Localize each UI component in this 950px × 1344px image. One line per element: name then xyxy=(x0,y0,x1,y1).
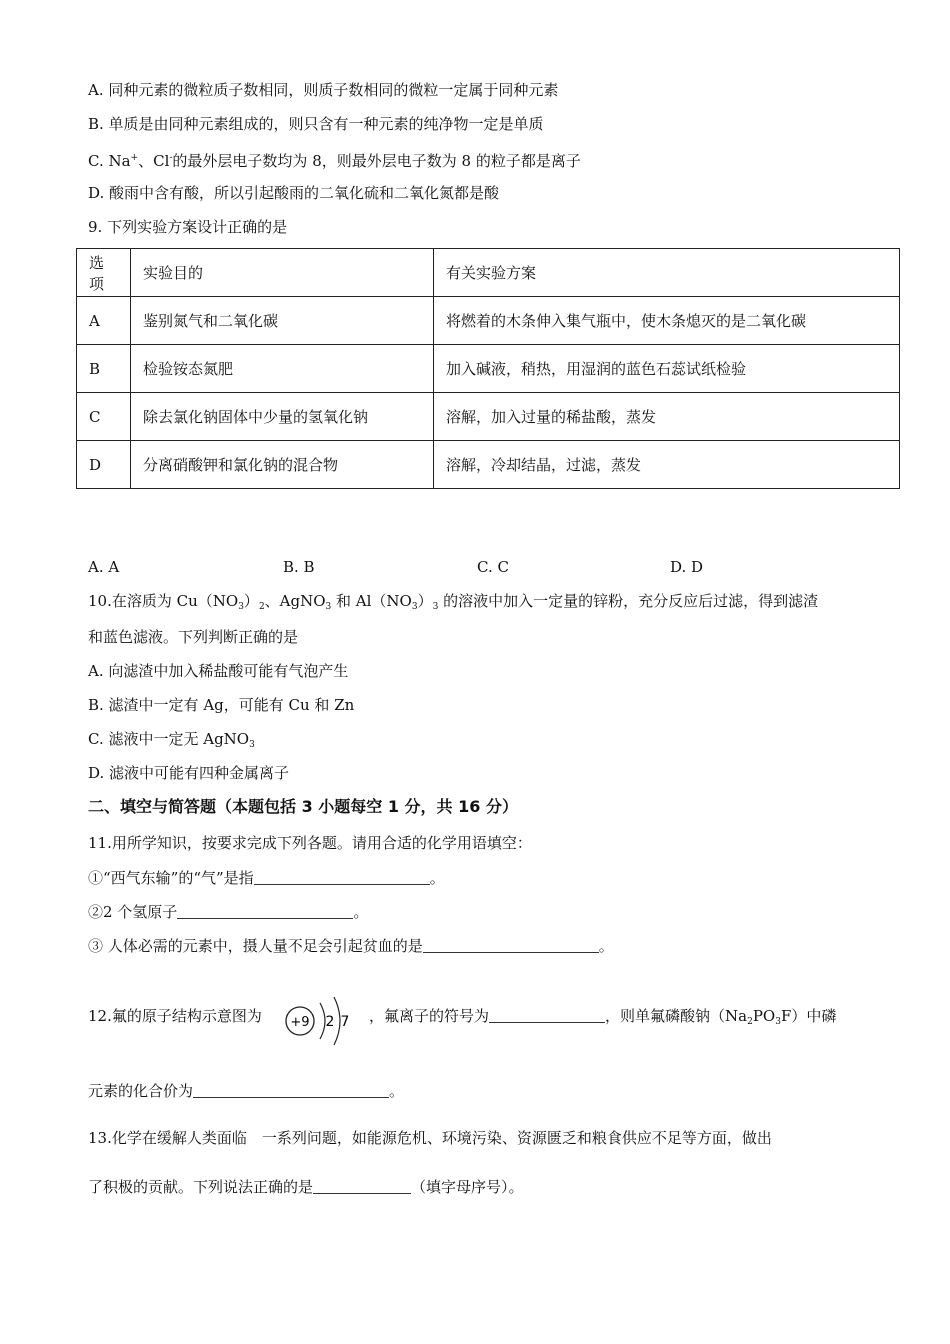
row-b-option: B xyxy=(77,345,131,393)
shell-1-electrons: 2 xyxy=(325,1014,335,1030)
q10-s1e: ） xyxy=(417,592,433,610)
q13-line2 xyxy=(88,1177,524,1197)
header-option: 选项 xyxy=(77,249,131,297)
nucleus-charge: +9 xyxy=(290,1015,310,1030)
q11-i1-end: 。 xyxy=(429,869,445,887)
q9-choice-d: D. D xyxy=(670,558,704,576)
q10-s1f: 的溶液中加入一定量的锌粉，充分反应后过滤，得到滤渣 xyxy=(438,592,819,610)
q12-rest xyxy=(369,1006,836,1032)
row-b-plan: 加入碱液，稍热，用湿润的蓝色石蕊试纸检验 xyxy=(434,345,900,393)
row-c-option: C xyxy=(77,393,131,441)
row-c-plan: 溶解，加入过量的稀盐酸，蒸发 xyxy=(434,393,900,441)
q8-option-d: D. 酸雨中含有酸，所以引起酸雨的二氧化硫和二氧化氮都是酸 xyxy=(88,184,500,202)
q12-post-c: F）中磷 xyxy=(780,1007,837,1025)
row-d-plan: 溶解，冷却结晶，过滤，蒸发 xyxy=(434,441,900,489)
q11-blank1[interactable] xyxy=(254,870,430,885)
q12-pre: 12.氟的原子结构示意图为 xyxy=(88,1007,262,1025)
row-a-option: A xyxy=(77,297,131,345)
q10-stem-line2: 和蓝色滤液。下列判断正确的是 xyxy=(88,628,299,646)
q11-item3 xyxy=(88,936,614,956)
q12-end: 。 xyxy=(389,1082,405,1100)
q9-choice-b: B. B xyxy=(283,558,315,576)
q10-option-a: A. 向滤渣中加入稀盐酸可能有气泡产生 xyxy=(88,662,349,680)
q12-line2-text: 元素的化合价为 xyxy=(88,1082,194,1100)
q10-option-d: D. 滤液中可能有四种金属离子 xyxy=(88,764,290,782)
q9-choice-c: C. C xyxy=(477,558,509,576)
q13-blank[interactable] xyxy=(313,1179,411,1194)
q10-sub1: 3 xyxy=(238,602,244,612)
q11-i1-text: ①“西气东输”的“气”是指 xyxy=(88,869,254,887)
table-row xyxy=(77,345,900,393)
q11-item2 xyxy=(88,902,368,922)
q10-option-c xyxy=(88,729,255,755)
q10-c-text: C. 滤液中一定无 AgNO xyxy=(88,730,250,748)
row-d-purpose: 分离硝酸钾和氯化钠的混合物 xyxy=(131,441,434,489)
shell-2-electrons: 7 xyxy=(340,1014,350,1030)
q12-post-a: ，则单氟磷酸钠（Na xyxy=(605,1007,748,1025)
q9-choice-a: A. A xyxy=(88,558,120,576)
header-plan: 有关实验方案 xyxy=(434,249,900,297)
q8-c-pre: C. Na xyxy=(88,152,131,170)
row-a-plan: 将燃着的木条伸入集气瓶中，使木条熄灭的是二氧化碳 xyxy=(434,297,900,345)
shell-arc-2 xyxy=(334,997,340,1045)
fluorine-atom-diagram xyxy=(284,993,364,1053)
q12-line2 xyxy=(88,1081,404,1101)
q11-i3-text: ③ 人体必需的元素中，摄人量不足会引起贫血的是 xyxy=(88,937,423,955)
table-header-row xyxy=(77,249,900,297)
q12-sub2: 3 xyxy=(775,1017,781,1027)
q10-sub3: 3 xyxy=(325,602,332,612)
q12-post-b: PO xyxy=(752,1007,776,1025)
q10-s1b: ） xyxy=(243,592,259,610)
q10-sub5: 3 xyxy=(432,602,439,612)
q8-option-c xyxy=(88,148,581,171)
q11-i2-end: 。 xyxy=(353,903,369,921)
table-row xyxy=(77,441,900,489)
q11-stem: 11.用所学知识，按要求完成下列各题。请用合适的化学用语填空： xyxy=(88,834,532,852)
q10-sub4: 3 xyxy=(411,602,418,612)
q10-s1a: 10.在溶质为 Cu（NO xyxy=(88,592,239,610)
q10-stem-line1 xyxy=(88,591,818,617)
header-purpose: 实验目的 xyxy=(131,249,434,297)
q12-mid: ，氟离子的符号为 xyxy=(369,1007,490,1025)
table-row xyxy=(77,297,900,345)
row-d-option: D xyxy=(77,441,131,489)
q8-c-post: 的最外层电子数均为 8，则最外层电子数为 8 的粒子都是离子 xyxy=(172,152,581,170)
q9-table xyxy=(76,248,900,489)
row-c-purpose: 除去氯化钠固体中少量的氢氧化钠 xyxy=(131,393,434,441)
q10-s1d: 和 Al（NO xyxy=(331,592,412,610)
q10-s1c: 、AgNO xyxy=(264,592,326,610)
q8-option-a: A. 同种元素的微粒质子数相同，则质子数相同的微粒一定属于同种元素 xyxy=(88,81,559,99)
q11-i2-text: ②2 个氢原子 xyxy=(88,903,178,921)
q13-line2-pre: 了积极的贡献。下列说法正确的是 xyxy=(88,1178,314,1196)
q11-blank3[interactable] xyxy=(423,938,599,953)
shell-arc-1 xyxy=(320,1003,325,1039)
section-heading: 二、填空与简答题（本题包括 3 小题每空 1 分，共 16 分） xyxy=(88,797,518,816)
q12-blank1[interactable] xyxy=(489,1008,605,1023)
table-row xyxy=(77,393,900,441)
q8-c-sup2: - xyxy=(169,153,173,163)
q10-sub2: 2 xyxy=(258,602,265,612)
q13-line1: 13.化学在缓解人类面临 一系列问题，如能源危机、环境污染、资源匮乏和粮食供应不足等方面，做出 xyxy=(88,1129,772,1147)
q11-i3-end: 。 xyxy=(598,937,614,955)
q10-c-sub: 3 xyxy=(249,740,255,750)
q13-line2-post: （填字母序号）。 xyxy=(411,1178,524,1196)
q12-blank2[interactable] xyxy=(193,1083,389,1098)
row-b-purpose: 检验铵态氮肥 xyxy=(131,345,434,393)
q8-c-mid: 、Cl xyxy=(138,152,170,170)
row-a-purpose: 鉴别氮气和二氧化碳 xyxy=(131,297,434,345)
q11-item1 xyxy=(88,868,445,888)
q8-c-sup1: + xyxy=(130,153,139,163)
q12-sub1: 2 xyxy=(747,1017,753,1027)
q11-blank2[interactable] xyxy=(177,904,353,919)
q9-stem: 9. 下列实验方案设计正确的是 xyxy=(88,218,288,236)
q10-option-b: B. 滤渣中一定有 Ag，可能有 Cu 和 Zn xyxy=(88,696,355,714)
q8-option-b: B. 单质是由同种元素组成的，则只含有一种元素的纯净物一定是单质 xyxy=(88,115,544,133)
